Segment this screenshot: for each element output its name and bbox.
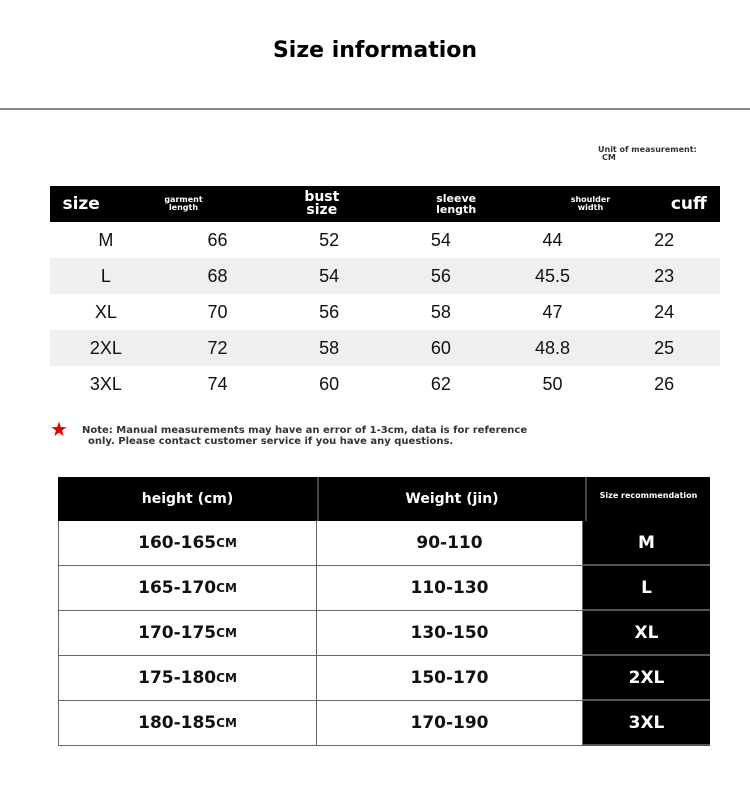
table-row xyxy=(58,611,710,656)
table-cell: L xyxy=(100,265,111,286)
height-unit: CM xyxy=(216,671,237,685)
note-text xyxy=(82,425,527,447)
table-cell: 47 xyxy=(542,301,563,322)
table-cell: 56 xyxy=(319,301,340,322)
height-value: 180-185 xyxy=(138,713,217,733)
table-cell: 45.5 xyxy=(535,265,571,286)
table-cell: 52 xyxy=(319,229,340,250)
table-cell: 74 xyxy=(207,373,228,394)
size-table-body xyxy=(50,222,720,402)
header-size-recommendation: Size recommendation xyxy=(585,477,710,521)
size-table-header xyxy=(50,186,720,222)
title-divider xyxy=(0,108,750,110)
recommendation-header xyxy=(58,477,710,521)
table-cell: 24 xyxy=(654,301,675,322)
header-size: size xyxy=(62,194,100,214)
size-cell: 3XL xyxy=(583,701,710,746)
table-cell: 58 xyxy=(319,337,340,358)
height-unit: CM xyxy=(216,581,237,595)
header-bust-size: bust size xyxy=(304,189,340,218)
table-cell: 22 xyxy=(654,229,675,250)
weight-cell: 130-150 xyxy=(317,611,583,656)
note-line-2: only. Please contact customer service if you have any questions. xyxy=(88,436,454,447)
height-unit: CM xyxy=(216,626,237,640)
page-title: Size information xyxy=(272,38,478,63)
table-cell: 54 xyxy=(430,229,451,250)
header-sleeve-length: sleeve length xyxy=(436,192,477,216)
table-row xyxy=(58,566,710,611)
table-row xyxy=(50,366,720,402)
size-cell: M xyxy=(583,521,710,566)
weight-cell: 150-170 xyxy=(317,656,583,701)
table-cell: 50 xyxy=(542,373,563,394)
table-cell: 60 xyxy=(430,337,451,358)
height-value: 170-175 xyxy=(138,623,217,643)
star-icon: ★ xyxy=(50,419,68,441)
table-cell: M xyxy=(98,229,114,250)
table-cell: 62 xyxy=(430,373,451,394)
unit-label: Unit of measurement: xyxy=(598,145,697,154)
weight-cell: 110-130 xyxy=(317,566,583,611)
table-row xyxy=(50,258,720,294)
unit-value: CM xyxy=(602,153,616,162)
table-cell: 56 xyxy=(430,265,451,286)
height-cell xyxy=(58,566,317,611)
height-cell xyxy=(58,611,317,656)
header-garment-length: garment length xyxy=(164,195,203,212)
height-unit: CM xyxy=(216,716,237,730)
header-weight: Weight (jin) xyxy=(317,477,585,521)
recommendation-body xyxy=(58,521,710,746)
height-value: 165-170 xyxy=(138,578,217,598)
header-cuff: cuff xyxy=(670,194,707,214)
size-cell: 2XL xyxy=(583,656,710,701)
table-row xyxy=(50,222,720,258)
size-table xyxy=(50,186,720,402)
weight-cell: 90-110 xyxy=(317,521,583,566)
height-cell xyxy=(58,656,317,701)
table-row xyxy=(58,521,710,566)
unit-of-measurement xyxy=(598,146,728,162)
table-row xyxy=(50,294,720,330)
table-cell: 2XL xyxy=(89,337,122,358)
table-cell: 72 xyxy=(207,337,228,358)
table-cell: 66 xyxy=(207,229,228,250)
table-cell: 70 xyxy=(207,301,228,322)
table-cell: 23 xyxy=(654,265,675,286)
header-shoulder-width: shoulder width xyxy=(570,195,611,212)
table-cell: 68 xyxy=(207,265,228,286)
table-row xyxy=(58,656,710,701)
table-cell: 3XL xyxy=(89,373,122,394)
height-unit: CM xyxy=(216,536,237,550)
table-row xyxy=(58,701,710,746)
table-cell: XL xyxy=(94,301,117,322)
table-cell: 26 xyxy=(654,373,675,394)
note-line-1: Note: Manual measurements may have an error of 1-3cm, data is for reference xyxy=(82,425,528,436)
table-row xyxy=(50,330,720,366)
header-height: height (cm) xyxy=(141,491,234,507)
table-cell: 48.8 xyxy=(535,337,571,358)
table-cell: 54 xyxy=(319,265,340,286)
size-cell: XL xyxy=(583,611,710,656)
table-cell: 25 xyxy=(654,337,675,358)
size-recommendation-table xyxy=(58,477,710,749)
height-value: 175-180 xyxy=(138,668,217,688)
size-cell: L xyxy=(583,566,710,611)
weight-cell: 170-190 xyxy=(317,701,583,746)
table-cell: 44 xyxy=(542,229,563,250)
height-cell xyxy=(58,521,317,566)
table-cell: 60 xyxy=(319,373,340,394)
height-value: 160-165 xyxy=(138,533,217,553)
table-cell: 58 xyxy=(430,301,451,322)
height-cell xyxy=(58,701,317,746)
